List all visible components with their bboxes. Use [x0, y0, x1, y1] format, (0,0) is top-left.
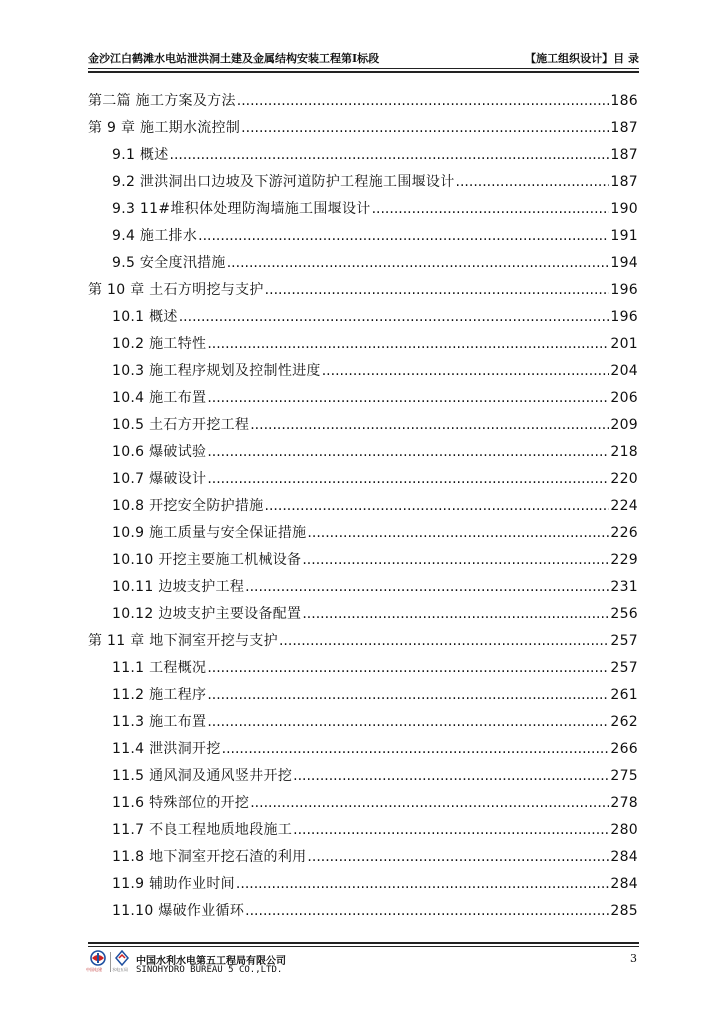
toc-section-entry[interactable] — [88, 709, 638, 736]
toc-section-entry[interactable] — [88, 763, 638, 790]
toc-entry-page-number: 196 — [610, 282, 638, 298]
toc-chapter-entry[interactable] — [88, 88, 638, 115]
toc-section-entry[interactable] — [88, 385, 638, 412]
toc-leader-dots — [207, 709, 609, 736]
toc-entry-title: 10.3 施工程序规划及控制性进度 — [112, 363, 321, 379]
toc-entry-page-number: 284 — [610, 849, 638, 865]
toc-leader-dots — [265, 493, 610, 520]
toc-entry-page-number: 187 — [610, 174, 638, 190]
toc-entry-page-number: 256 — [610, 606, 638, 622]
toc-entry-page-number: 206 — [610, 390, 638, 406]
toc-entry-title: 11.7 不良工程地质地段施工 — [112, 822, 293, 838]
toc-section-entry[interactable] — [88, 871, 638, 898]
toc-entry-title: 第 11 章 地下洞室开挖与支护 — [88, 633, 278, 649]
toc-entry-page-number: 278 — [610, 795, 638, 811]
toc-section-entry[interactable] — [88, 601, 638, 628]
toc-section-entry[interactable] — [88, 169, 638, 196]
toc-entry-page-number: 257 — [610, 660, 638, 676]
toc-leader-dots — [179, 304, 610, 331]
toc-leader-dots — [170, 142, 610, 169]
toc-entry-page-number: 187 — [610, 147, 638, 163]
toc-leader-dots — [207, 385, 609, 412]
toc-section-entry[interactable] — [88, 817, 638, 844]
toc-section-entry[interactable] — [88, 547, 638, 574]
toc-section-entry[interactable] — [88, 304, 638, 331]
toc-leader-dots — [307, 844, 609, 871]
toc-leader-dots — [293, 763, 609, 790]
toc-leader-dots — [222, 736, 610, 763]
toc-entry-title: 9.5 安全度汛措施 — [112, 255, 226, 271]
toc-section-entry[interactable] — [88, 466, 638, 493]
header-project-title: 金沙江白鹤滩水电站泄洪洞土建及金属结构安装工程第Ⅰ标段 — [88, 52, 380, 65]
toc-entry-page-number: 229 — [610, 552, 638, 568]
toc-entry-page-number: 280 — [610, 822, 638, 838]
company-name-english: SINOHYDRO BUREAU 5 CO.,LTD. — [136, 965, 283, 975]
toc-entry-page-number: 262 — [610, 714, 638, 730]
toc-section-entry[interactable] — [88, 574, 638, 601]
toc-entry-page-number: 186 — [610, 93, 638, 109]
company-name-chinese: 中国水利水电第五工程局有限公司 — [136, 956, 286, 967]
toc-entry-title: 10.1 概述 — [112, 309, 178, 325]
toc-entry-page-number: 275 — [610, 768, 638, 784]
toc-section-entry[interactable] — [88, 682, 638, 709]
toc-entry-title: 10.5 土石方开挖工程 — [112, 417, 250, 433]
toc-entry-title: 9.4 施工排水 — [112, 228, 198, 244]
toc-entry-page-number: 231 — [610, 579, 638, 595]
toc-leader-dots — [372, 196, 610, 223]
toc-entry-title: 11.4 泄洪洞开挖 — [112, 741, 221, 757]
page-header — [88, 50, 639, 66]
toc-entry-title: 10.9 施工质量与安全保证措施 — [112, 525, 307, 541]
header-divider-thick — [88, 71, 639, 73]
toc-section-entry[interactable] — [88, 250, 638, 277]
toc-entry-title: 第 10 章 土石方明挖与支护 — [88, 282, 264, 298]
toc-entry-page-number: 218 — [610, 444, 638, 460]
toc-section-entry[interactable] — [88, 844, 638, 871]
toc-leader-dots — [198, 223, 609, 250]
toc-section-entry[interactable] — [88, 223, 638, 250]
toc-entry-page-number: 257 — [610, 633, 638, 649]
toc-leader-dots — [302, 547, 609, 574]
toc-leader-dots — [207, 682, 609, 709]
sinohydro-logo-text: 水电五局 — [112, 967, 128, 972]
toc-entry-title: 10.7 爆破设计 — [112, 471, 207, 487]
toc-entry-title: 11.2 施工程序 — [112, 687, 207, 703]
toc-leader-dots — [236, 871, 609, 898]
toc-section-entry[interactable] — [88, 412, 638, 439]
toc-entry-title: 9.1 概述 — [112, 147, 169, 163]
toc-section-entry[interactable] — [88, 655, 638, 682]
toc-entry-page-number: 224 — [610, 498, 638, 514]
page-footer — [88, 950, 639, 978]
toc-leader-dots — [207, 439, 609, 466]
toc-chapter-entry[interactable] — [88, 628, 638, 655]
toc-section-entry[interactable] — [88, 196, 638, 223]
toc-entry-title: 第二篇 施工方案及方法 — [88, 93, 236, 109]
toc-entry-title: 11.10 爆破作业循环 — [112, 903, 245, 919]
toc-section-entry[interactable] — [88, 898, 638, 925]
toc-entry-title: 11.1 工程概况 — [112, 660, 207, 676]
footer-divider-thick — [88, 942, 639, 944]
toc-section-entry[interactable] — [88, 736, 638, 763]
header-divider-thin — [88, 68, 639, 69]
toc-entry-page-number: 261 — [610, 687, 638, 703]
powerchina-logo-text: 中国电建 — [86, 967, 102, 972]
toc-entry-page-number: 220 — [610, 471, 638, 487]
toc-entry-page-number: 187 — [610, 120, 638, 136]
toc-section-entry[interactable] — [88, 142, 638, 169]
toc-entry-page-number: 266 — [610, 741, 638, 757]
sinohydro-logo-icon — [114, 950, 130, 966]
toc-entry-title: 10.10 开挖主要施工机械设备 — [112, 552, 302, 568]
toc-entry-title: 11.5 通风洞及通风竖井开挖 — [112, 768, 293, 784]
toc-entry-title: 11.8 地下洞室开挖石渣的利用 — [112, 849, 307, 865]
toc-entry-title: 10.11 边坡支护工程 — [112, 579, 245, 595]
footer-divider-thin — [88, 946, 639, 947]
toc-entry-title: 9.2 泄洪洞出口边坡及下游河道防护工程施工围堰设计 — [112, 174, 455, 190]
toc-section-entry[interactable] — [88, 520, 638, 547]
toc-entry-page-number: 194 — [610, 255, 638, 271]
toc-entry-page-number: 204 — [610, 363, 638, 379]
toc-entry-page-number: 285 — [610, 903, 638, 919]
toc-leader-dots — [250, 412, 609, 439]
toc-entry-title: 11.9 辅助作业时间 — [112, 876, 235, 892]
toc-entry-page-number: 209 — [610, 417, 638, 433]
logo-separator — [110, 952, 111, 972]
toc-entry-page-number: 284 — [610, 876, 638, 892]
toc-leader-dots — [207, 331, 609, 358]
table-of-contents — [88, 88, 638, 925]
toc-entry-title: 11.3 施工布置 — [112, 714, 207, 730]
toc-chapter-entry[interactable] — [88, 277, 638, 304]
toc-section-entry[interactable] — [88, 358, 638, 385]
toc-section-entry[interactable] — [88, 439, 638, 466]
toc-entry-page-number: 226 — [610, 525, 638, 541]
toc-entry-title: 10.6 爆破试验 — [112, 444, 207, 460]
toc-leader-dots — [227, 250, 610, 277]
toc-leader-dots — [293, 817, 609, 844]
toc-leader-dots — [250, 790, 609, 817]
toc-leader-dots — [307, 520, 609, 547]
toc-leader-dots — [245, 898, 609, 925]
toc-chapter-entry[interactable] — [88, 115, 638, 142]
toc-entry-page-number: 201 — [610, 336, 638, 352]
toc-leader-dots — [207, 655, 609, 682]
toc-leader-dots — [302, 601, 609, 628]
toc-section-entry[interactable] — [88, 790, 638, 817]
toc-entry-title: 10.2 施工特性 — [112, 336, 207, 352]
page-number: 3 — [630, 952, 637, 965]
toc-leader-dots — [245, 574, 609, 601]
toc-entry-title: 10.4 施工布置 — [112, 390, 207, 406]
toc-section-entry[interactable] — [88, 331, 638, 358]
header-section-title: 【施工组织设计】目 录 — [525, 52, 639, 65]
toc-leader-dots — [237, 88, 610, 115]
toc-entry-title: 9.3 11#堆积体处理防淘墙施工围堰设计 — [112, 201, 371, 217]
toc-section-entry[interactable] — [88, 493, 638, 520]
toc-entry-page-number: 191 — [610, 228, 638, 244]
toc-leader-dots — [456, 169, 610, 196]
toc-leader-dots — [207, 466, 609, 493]
toc-entry-page-number: 190 — [610, 201, 638, 217]
toc-leader-dots — [265, 277, 610, 304]
toc-entry-title: 10.8 开挖安全防护措施 — [112, 498, 264, 514]
toc-leader-dots — [279, 628, 609, 655]
toc-leader-dots — [322, 358, 610, 385]
toc-entry-title: 第 9 章 施工期水流控制 — [88, 120, 241, 136]
toc-entry-title: 10.12 边坡支护主要设备配置 — [112, 606, 302, 622]
toc-entry-title: 11.6 特殊部位的开挖 — [112, 795, 250, 811]
toc-leader-dots — [241, 115, 609, 142]
toc-entry-page-number: 196 — [610, 309, 638, 325]
